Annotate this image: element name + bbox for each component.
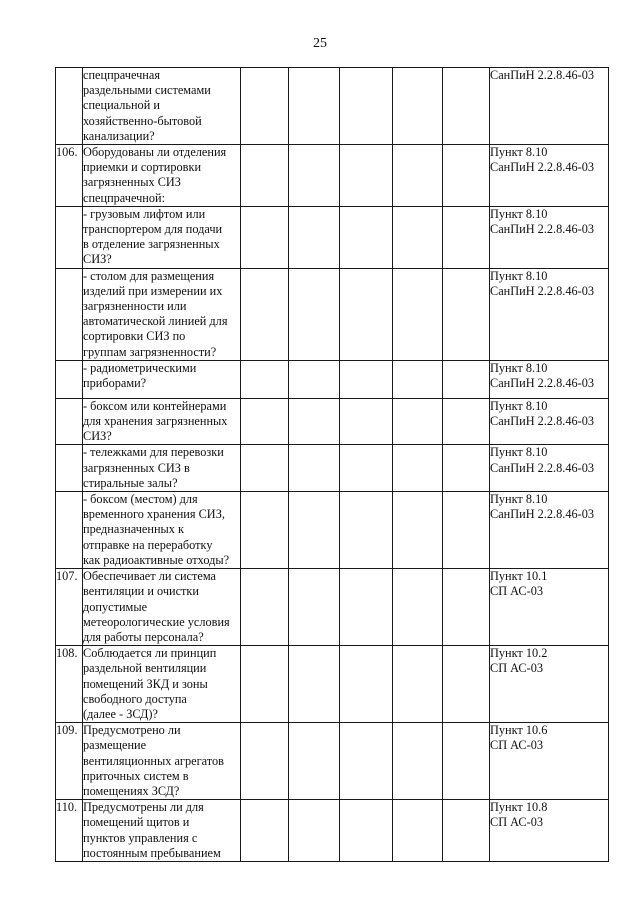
reference-line: СанПиН 2.2.8.46-03 (490, 68, 595, 82)
question-line: СИЗ? (83, 429, 112, 444)
reference-line: Пункт 10.1 (490, 569, 548, 584)
empty-cell (289, 68, 340, 145)
question-line: - боксом (местом) для (83, 492, 198, 507)
question-cell (83, 723, 241, 800)
question-line: - столом для размещения (83, 268, 215, 283)
question-line: - боксом или контейнерами (83, 398, 227, 413)
question-line: для хранения загрязненных (83, 414, 228, 429)
question-cell (83, 268, 241, 360)
question-line: приемки и сортировки (83, 160, 202, 175)
table-row (56, 360, 609, 398)
empty-cell (289, 268, 340, 360)
question-line: группам загрязненности? (83, 344, 217, 359)
reference-line: СП АС-03 (490, 815, 544, 830)
reference-line: СанПиН 2.2.8.46-03 (490, 160, 595, 175)
question-line: вентиляционных агрегатов (83, 753, 224, 768)
reference-line: СП АС-03 (490, 584, 544, 599)
empty-cell (393, 492, 443, 569)
empty-cell (443, 206, 490, 268)
question-line: предназначенных к (83, 522, 184, 537)
empty-cell (393, 569, 443, 646)
empty-cell (443, 68, 490, 145)
reference-line: Пункт 10.2 (490, 646, 548, 661)
empty-cell (340, 492, 393, 569)
reference-line: Пункт 10.6 (490, 723, 548, 738)
question-line: автоматической линией для (83, 314, 228, 329)
reference-line: Пункт 8.10 (490, 445, 548, 460)
empty-cell (241, 68, 289, 145)
table-row (56, 398, 609, 445)
question-line: размещение (83, 738, 147, 753)
empty-cell (289, 145, 340, 207)
empty-cell (289, 445, 340, 492)
empty-cell (443, 445, 490, 492)
reference-line: СанПиН 2.2.8.46-03 (490, 376, 595, 391)
empty-cell (340, 646, 393, 723)
table-row (56, 800, 609, 862)
question-line: вентиляции и очистки (83, 584, 199, 599)
question-line: сортировки СИЗ по (83, 329, 186, 344)
reference-line: СанПиН 2.2.8.46-03 (490, 222, 595, 237)
empty-cell (289, 398, 340, 445)
table-row (56, 68, 609, 145)
empty-cell (241, 206, 289, 268)
empty-cell (443, 723, 490, 800)
item-number (56, 268, 83, 360)
reference-cell (490, 800, 609, 862)
table-row (56, 492, 609, 569)
question-line: транспортером для подачи (83, 222, 223, 237)
question-line: - грузовым лифтом или (83, 206, 206, 221)
reference-cell (490, 206, 609, 268)
question-line: отправке на переработку (83, 537, 213, 552)
question-line: в отделение загрязненных (83, 237, 220, 252)
empty-cell (443, 360, 490, 398)
empty-cell (393, 360, 443, 398)
page-number: 25 (313, 36, 327, 51)
empty-cell (241, 398, 289, 445)
question-line: Обеспечивает ли система (83, 569, 216, 584)
table-row (56, 145, 609, 207)
empty-cell (289, 723, 340, 800)
empty-cell (443, 800, 490, 862)
reference-cell (490, 569, 609, 646)
item-number: 110. (56, 800, 83, 862)
reference-cell (490, 492, 609, 569)
empty-cell (340, 145, 393, 207)
item-number (56, 68, 83, 145)
reference-cell (490, 145, 609, 207)
empty-cell (443, 492, 490, 569)
question-line: Предусмотрены ли для (83, 800, 204, 815)
empty-cell (340, 800, 393, 862)
question-line: загрязненности или (83, 299, 187, 314)
empty-cell (393, 723, 443, 800)
empty-cell (340, 360, 393, 398)
question-line: Оборудованы ли отделения (83, 145, 227, 160)
question-line: (далее - ЗСД)? (83, 706, 158, 721)
empty-cell (241, 360, 289, 398)
question-line: - тележками для перевозки (83, 445, 224, 460)
question-cell (83, 145, 241, 207)
question-line: стиральные залы? (83, 475, 178, 490)
question-line: загрязненных СИЗ в (83, 460, 190, 475)
question-line: раздельной вентиляции (83, 661, 207, 676)
question-cell (83, 800, 241, 862)
empty-cell (443, 398, 490, 445)
item-number (56, 360, 83, 398)
question-line: пунктов управления с (83, 830, 198, 845)
empty-cell (393, 68, 443, 145)
table-row (56, 445, 609, 492)
table-row (56, 646, 609, 723)
empty-cell (241, 723, 289, 800)
reference-line: СанПиН 2.2.8.46-03 (490, 507, 595, 522)
reference-line: Пункт 8.10 (490, 360, 548, 375)
empty-cell (241, 492, 289, 569)
question-line: как радиоактивные отходы? (83, 552, 230, 567)
question-line: загрязненных СИЗ (83, 175, 181, 190)
reference-line: СанПиН 2.2.8.46-03 (490, 283, 595, 298)
item-number (56, 398, 83, 445)
empty-cell (340, 445, 393, 492)
question-line: Предусмотрено ли (83, 723, 181, 738)
empty-cell (241, 646, 289, 723)
item-number (56, 445, 83, 492)
item-number: 106. (56, 145, 83, 207)
question-line: специальной и (83, 98, 160, 113)
empty-cell (393, 206, 443, 268)
empty-cell (393, 145, 443, 207)
empty-cell (443, 646, 490, 723)
reference-line: Пункт 8.10 (490, 206, 548, 221)
question-line: приточных систем в (83, 768, 189, 783)
question-cell (83, 398, 241, 445)
question-line: Соблюдается ли принцип (83, 646, 217, 661)
empty-cell (340, 268, 393, 360)
empty-cell (340, 398, 393, 445)
reference-line: СанПиН 2.2.8.46-03 (490, 460, 595, 475)
empty-cell (241, 268, 289, 360)
reference-cell (490, 68, 609, 145)
question-line: спецпрачечной: (83, 190, 166, 205)
empty-cell (241, 800, 289, 862)
reference-cell (490, 398, 609, 445)
question-line: помещениях ЗСД? (83, 783, 180, 798)
empty-cell (289, 646, 340, 723)
table-row (56, 206, 609, 268)
question-line: канализации? (83, 128, 155, 143)
question-line: изделий при измерении их (83, 283, 223, 298)
empty-cell (289, 492, 340, 569)
question-line: помещений ЗКД и зоны (83, 676, 208, 691)
checklist-table (55, 67, 609, 862)
item-number: 108. (56, 646, 83, 723)
question-cell (83, 445, 241, 492)
reference-line: Пункт 10.8 (490, 800, 548, 815)
reference-line: Пункт 8.10 (490, 268, 548, 283)
question-line: раздельными системами (83, 83, 211, 98)
empty-cell (340, 206, 393, 268)
item-number (56, 492, 83, 569)
empty-cell (340, 68, 393, 145)
empty-cell (393, 268, 443, 360)
table-row (56, 268, 609, 360)
empty-cell (393, 445, 443, 492)
empty-cell (393, 800, 443, 862)
empty-cell (443, 145, 490, 207)
item-number: 109. (56, 723, 83, 800)
empty-cell (289, 206, 340, 268)
item-number: 107. (56, 569, 83, 646)
question-cell (83, 360, 241, 398)
reference-line: СП АС-03 (490, 738, 544, 753)
question-line: метеорологические условия (83, 614, 230, 629)
empty-cell (289, 800, 340, 862)
item-number (56, 206, 83, 268)
reference-line: СП АС-03 (490, 661, 544, 676)
question-line: постоянным пребыванием (83, 845, 221, 860)
empty-cell (443, 569, 490, 646)
empty-cell (393, 646, 443, 723)
reference-line: Пункт 8.10 (490, 145, 548, 160)
reference-line: СанПиН 2.2.8.46-03 (490, 414, 595, 429)
question-line: свободного доступа (83, 691, 187, 706)
question-line: для работы персонала? (83, 629, 204, 644)
empty-cell (393, 398, 443, 445)
empty-cell (340, 569, 393, 646)
question-cell (83, 569, 241, 646)
question-line: помещений щитов и (83, 815, 190, 830)
question-line: СИЗ? (83, 252, 112, 267)
empty-cell (241, 569, 289, 646)
table-row (56, 569, 609, 646)
empty-cell (443, 268, 490, 360)
reference-line: Пункт 8.10 (490, 492, 548, 507)
reference-line: Пункт 8.10 (490, 398, 548, 413)
question-cell (83, 646, 241, 723)
reference-cell (490, 723, 609, 800)
empty-cell (289, 360, 340, 398)
question-line: хозяйственно-бытовой (83, 113, 202, 128)
reference-cell (490, 268, 609, 360)
table-row (56, 723, 609, 800)
question-line: допустимые (83, 599, 148, 614)
question-cell (83, 68, 241, 145)
question-cell (83, 492, 241, 569)
question-line: временного хранения СИЗ, (83, 507, 225, 522)
reference-cell (490, 360, 609, 398)
empty-cell (241, 445, 289, 492)
question-line: приборами? (83, 376, 147, 391)
reference-cell (490, 646, 609, 723)
question-cell (83, 206, 241, 268)
empty-cell (289, 569, 340, 646)
question-line: - радиометрическими (83, 360, 197, 375)
reference-cell (490, 445, 609, 492)
question-line: спецпрачечная (83, 68, 160, 82)
empty-cell (241, 145, 289, 207)
empty-cell (340, 723, 393, 800)
